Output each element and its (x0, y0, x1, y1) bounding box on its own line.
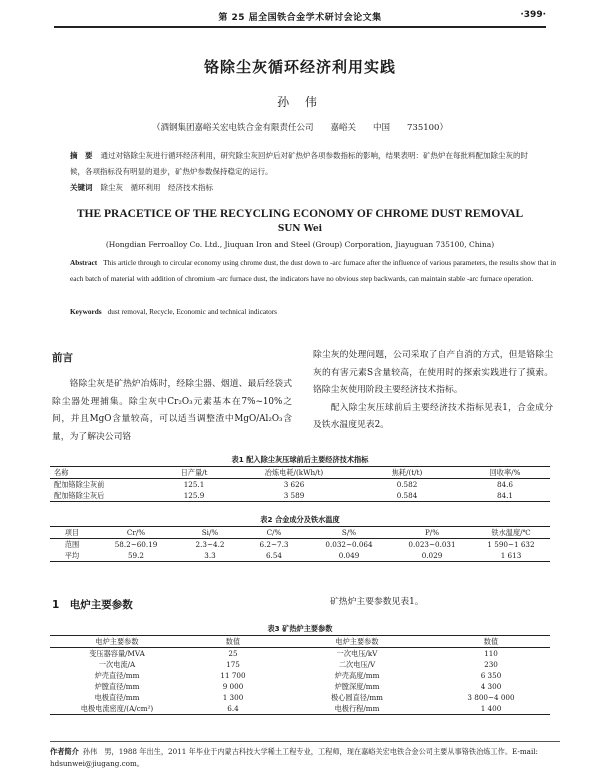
table-cell: 0.032~0.064 (325, 540, 373, 549)
table1-caption: 表1 配入除尘灰压球前后主要经济技术指标 (231, 455, 369, 464)
footnote-label: 作者简介 (50, 747, 79, 756)
table-cell: 平均 (64, 550, 80, 560)
keywords-en (70, 304, 560, 320)
page-number: ·399· (520, 10, 546, 20)
table-cell: 极心圆直径/mm (331, 692, 383, 702)
table-cell: 0.029 (421, 551, 443, 560)
table-header-row (50, 527, 550, 539)
table-cell: 1 300 (222, 693, 244, 702)
table-cell: 变压器容量/MVA (89, 648, 145, 658)
table-cell: 炉壳直径/mm (94, 670, 140, 680)
table3 (50, 635, 550, 715)
abstract-en-text: This article through to circular economy using chrome dust, the dust down to -arc furnace after the influence of various parameters, the results show that in each batch of material with addition of chromium -arc furnace dust, the indicators have no obvious step backwards, can maintain stable -arc furnace operation. (70, 258, 557, 283)
table3-caption: 表3 矿热炉主要参数 (267, 624, 333, 633)
table-header-cell: 电炉主要参数 (335, 636, 379, 646)
table2 (50, 526, 550, 562)
table-header-cell: 数值 (225, 636, 241, 646)
running-header (54, 4, 546, 28)
affiliation-cn: （酒钢集团嘉峪关宏电铁合金有限责任公司 嘉峪关 中国 735100） (152, 123, 448, 133)
table-cell: 6.54 (265, 551, 282, 560)
intro-paragraph-left: 铬除尘灰是矿热炉冶炼时，经除尘器、烟道、最后经袋式除尘器处理捕集。除尘灰中Cr₂O₃元素基本在7%~10%之间，并且MgO含量较高，可以适当调整渣中MgO/Al₂O₃含量，为了解决公司铬 (52, 379, 292, 442)
table-cell: 6.4 (227, 704, 239, 713)
table-header-cell: P/% (424, 528, 440, 537)
table1 (50, 466, 550, 502)
table-cell: 一次电流/A (98, 659, 136, 669)
table-cell: 4 300 (480, 682, 502, 691)
table-cell: 二次电压/V (338, 659, 376, 669)
abstract-cn-text: 通过对铬除尘灰进行循环经济利用，研究除尘灰回炉后对矿热炉各项参数指标的影响，结果表明：矿热炉在每批料配加除尘灰的时候，各项指标没有明显的退步，矿热炉参数保持稳定的运行。 (70, 151, 528, 176)
table-row (50, 681, 550, 692)
table-cell: 1 613 (500, 551, 522, 560)
title-cn: 铬除尘灰循环经济利用实践 (203, 58, 396, 76)
table-cell: 1 400 (480, 704, 502, 713)
table-cell: 125.1 (183, 480, 205, 489)
table-cell: 3.3 (204, 551, 216, 560)
keywords-cn-label: 关键词 (70, 183, 93, 192)
table-cell: 84.6 (496, 480, 513, 489)
abstract-en-label: Abstract (70, 258, 98, 267)
table-cell: 电极行程/mm (334, 703, 380, 713)
table-cell: 0.584 (396, 491, 418, 500)
table-row (50, 550, 550, 562)
table-cell: 1 590~1 632 (487, 540, 535, 549)
footnote-text: 孙伟 男，1988 年出生，2011 年毕业于内蒙古科技大学稀土工程专业，工程师，现在嘉峪关宏电铁合金公司主要从事铬铁冶炼工作。E-mail: hdsunwei@jiugang.com。 (50, 747, 538, 768)
keywords-en-text: dust removal, Recycle, Economic and technical indicators (107, 307, 278, 316)
keywords-cn-text: 除尘灰 循环利用 经济技术指标 (100, 183, 213, 192)
table-header-cell: 日产量/t (180, 467, 208, 477)
table-cell: 配加铬除尘灰前 (54, 479, 105, 489)
table-row (50, 692, 550, 703)
section1-text: 矿热炉主要参数见表1。 (330, 597, 424, 607)
keywords-en-label: Keywords (70, 307, 102, 316)
table-cell: 电极直径/mm (94, 692, 140, 702)
table-header-row (50, 636, 550, 648)
table-cell: 一次电压/kV (336, 648, 378, 658)
table-header-cell: C/% (266, 528, 282, 537)
table-header-cell: 回收率/% (489, 467, 521, 477)
table-row (50, 670, 550, 681)
author-cn: 孙 伟 (277, 95, 323, 109)
title-en: THE PRACETICE OF THE RECYCLING ECONOMY OF CHROME DUST REMOVAL (76, 208, 524, 220)
abstract-cn (70, 148, 534, 180)
table-cell: 2.3~4.2 (195, 540, 225, 549)
table-cell: 84.1 (496, 491, 513, 500)
table-cell: 6.2~7.3 (259, 540, 289, 549)
table-cell: 25 (228, 649, 238, 658)
table-row (50, 648, 550, 660)
table-cell: 230 (484, 660, 498, 669)
table-row (50, 659, 550, 670)
table-cell: 3 589 (283, 491, 305, 500)
table-cell: 110 (484, 649, 498, 658)
table-cell: 炉壳高度/mm (334, 670, 380, 680)
table-cell: 59.2 (127, 551, 144, 560)
author-en: SUN Wei (277, 224, 323, 234)
table-header-cell: 项目 (64, 527, 80, 537)
table-cell: 125.9 (183, 491, 205, 500)
table-header-cell: 名称 (54, 467, 69, 477)
table-cell: 9 000 (222, 682, 244, 691)
abstract-en (70, 255, 560, 287)
intro-paragraph-2: 配入除尘灰压球前后主要经济技术指标见表1，合金成分及铁水温度见表2。 (313, 402, 553, 430)
keywords-cn (70, 180, 534, 196)
table-header-cell: 冶炼电耗/(kWh/t) (264, 467, 324, 477)
table-header-cell: 焦耗/(t/t) (391, 467, 423, 477)
abstract-cn-label: 摘 要 (70, 151, 93, 160)
table-cell: 3 800~4 000 (467, 693, 515, 702)
table-cell: 配加铬除尘灰后 (54, 490, 105, 500)
table-cell: 0.049 (338, 551, 360, 560)
table-row (50, 703, 550, 715)
table-header-cell: S/% (341, 528, 357, 537)
table-header-cell: Si/% (201, 528, 219, 537)
table-cell: 炉膛直径/mm (94, 681, 140, 691)
section1-heading: 1 电炉主要参数 (52, 599, 133, 611)
table-cell: 58.2~60.19 (114, 540, 158, 549)
table-row (50, 490, 550, 502)
table-cell: 175 (226, 660, 240, 669)
table-cell: 0.582 (396, 480, 418, 489)
intro-paragraph-right-text: 除尘灰的处理问题，公司采取了自产自消的方式，但是铬除尘灰的有害元素S含量较高，在使用时的探索实践进行了摸索。铬除尘灰使用阶段主要经济技术指标。 (313, 350, 553, 395)
table-cell: 范围 (64, 539, 80, 549)
table-cell: 11 700 (220, 671, 246, 680)
table-header-row (50, 467, 550, 479)
table-header-cell: 电炉主要参数 (95, 636, 139, 646)
table-cell: 电极电流密度/(A/cm²) (80, 703, 154, 713)
table-row (50, 479, 550, 491)
table-header-cell: 铁水温度/℃ (491, 527, 531, 537)
table-header-cell: 数值 (483, 636, 499, 646)
conference-title: 第 25 届全国铁合金学术研讨会论文集 (218, 13, 382, 23)
table-cell: 6 350 (480, 671, 502, 680)
table-cell: 3 626 (283, 480, 305, 489)
affiliation-en: (Hongdian Ferroalloy Co. Ltd., Jiuquan Iron and Steel (Group) Corporation, Jiayuguan 735100, China) (105, 240, 495, 249)
intro-paragraph-right (313, 347, 553, 435)
table2-caption: 表2 合金成分及铁水温度 (260, 515, 340, 524)
table-cell: 炉膛深度/mm (334, 681, 380, 691)
table-cell: 0.023~0.031 (408, 540, 456, 549)
table-header-cell: Cr/% (126, 528, 146, 537)
table-row (50, 539, 550, 551)
intro-heading: 前言 (52, 352, 73, 364)
